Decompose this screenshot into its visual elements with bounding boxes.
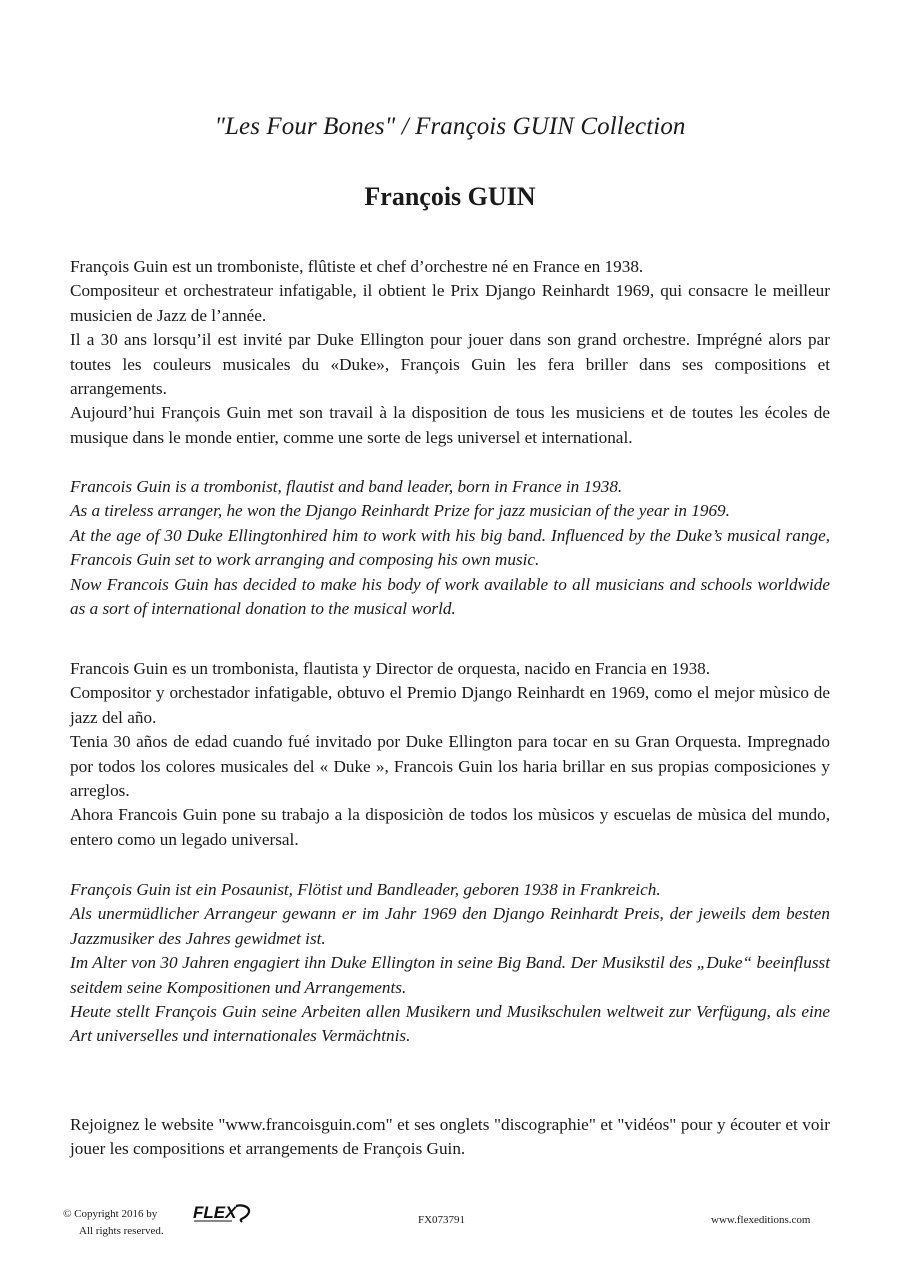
french-paragraph: Il a 30 ans lorsqu’il est invité par Duke Ellington pour jouer dans son grand orchestre. Imprégné alors par toutes les couleurs musicales du «Duke», François Guin les fera briller dans ses compositions et arrangements.: [70, 330, 830, 399]
rights-line: All rights reserved.: [79, 1225, 164, 1237]
english-paragraph: At the age of 30 Duke Ellingtonhired him to work with his big band. Influenced by the Duke’s musical range, Francois Guin set to work arranging and composing his own music.: [70, 525, 830, 570]
website-paragraph: Rejoignez le website "www.francoisguin.com" et ses onglets "discographie" et "vidéos" pour y écouter et voir jouer les compositions et arrangements de François Guin.: [70, 1115, 830, 1159]
flex-logo: [192, 1202, 254, 1224]
spanish-paragraph: Ahora Francois Guin pone su trabajo a la disposiciòn de todos los mùsicos y escuelas de mùsica del mundo, entero como un legado universal.: [70, 805, 830, 849]
website-note: [70, 1113, 830, 1162]
page-footer: [0, 1202, 900, 1242]
page-title: François GUIN: [364, 182, 536, 211]
spanish-paragraph: Compositor y orchestador infatigable, obtuvo el Premio Django Reinhardt en 1969, como el mejor mùsico de jazz del año.: [70, 683, 830, 727]
german-paragraph: Im Alter von 30 Jahren engagiert ihn Duke Ellington in seine Big Band. Der Musikstil des „Duke“ beeinflusst seitdem seine Kompositionen und Arrangements.: [70, 953, 830, 997]
copyright-notice: [63, 1206, 164, 1240]
german-paragraph: Heute stellt François Guin seine Arbeiten allen Musikern und Musikschulen weltweit zur Verfügung, als eine Art universelles und internationales Vermächtnis.: [70, 1002, 830, 1046]
english-bio: [70, 475, 830, 621]
flex-logo-text: FLEX: [193, 1203, 237, 1222]
french-bio: [70, 255, 830, 450]
publisher-website: www.flexeditions.com: [711, 1214, 811, 1226]
english-paragraph: Now Francois Guin has decided to make his body of work available to all musicians and schools worldwide as a sort of international donation to the musical world.: [70, 574, 830, 619]
french-paragraph: Aujourd’hui François Guin met son travail à la disposition de tous les musiciens et de toutes les écoles de musique dans le monde entier, comme une sorte de legs universel et international.: [70, 403, 830, 447]
collection-subtitle: "Les Four Bones" / François GUIN Collection: [214, 113, 686, 140]
copyright-line: © Copyright 2016 by: [63, 1208, 158, 1220]
french-paragraph: Compositeur et orchestrateur infatigable, il obtient le Prix Django Reinhardt 1969, qui consacre le meilleur musicien de Jazz de l’année.: [70, 281, 830, 325]
spanish-paragraph: Francois Guin es un trombonista, flautista y Director de orquesta, nacido en Francia en 1938.: [70, 659, 711, 678]
spanish-bio: [70, 657, 830, 852]
catalog-number: FX073791: [418, 1214, 466, 1226]
german-paragraph: Als unermüdlicher Arrangeur gewann er im Jahr 1969 den Django Reinhardt Preis, der jeweils dem besten Jazzmusiker des Jahres gewidmet ist.: [70, 904, 830, 948]
german-paragraph: François Guin ist ein Posaunist, Flötist und Bandleader, geboren 1938 in Frankreich.: [70, 880, 661, 899]
spanish-paragraph: Tenia 30 años de edad cuando fué invitado por Duke Ellington para tocar en su Gran Orquesta. Impregnado por todos los colores musicales del « Duke », Francois Guin los haria brillar en sus propias composiciones y arreglos.: [70, 732, 830, 801]
french-paragraph: François Guin est un tromboniste, flûtiste et chef d’orchestre né en France en 1938.: [70, 257, 644, 276]
english-paragraph: As a tireless arranger, he won the Django Reinhardt Prize for jazz musician of the year in 1969.: [70, 501, 730, 521]
english-paragraph: Francois Guin is a trombonist, flautist and band leader, born in France in 1938.: [70, 477, 623, 496]
german-bio: [70, 878, 830, 1049]
